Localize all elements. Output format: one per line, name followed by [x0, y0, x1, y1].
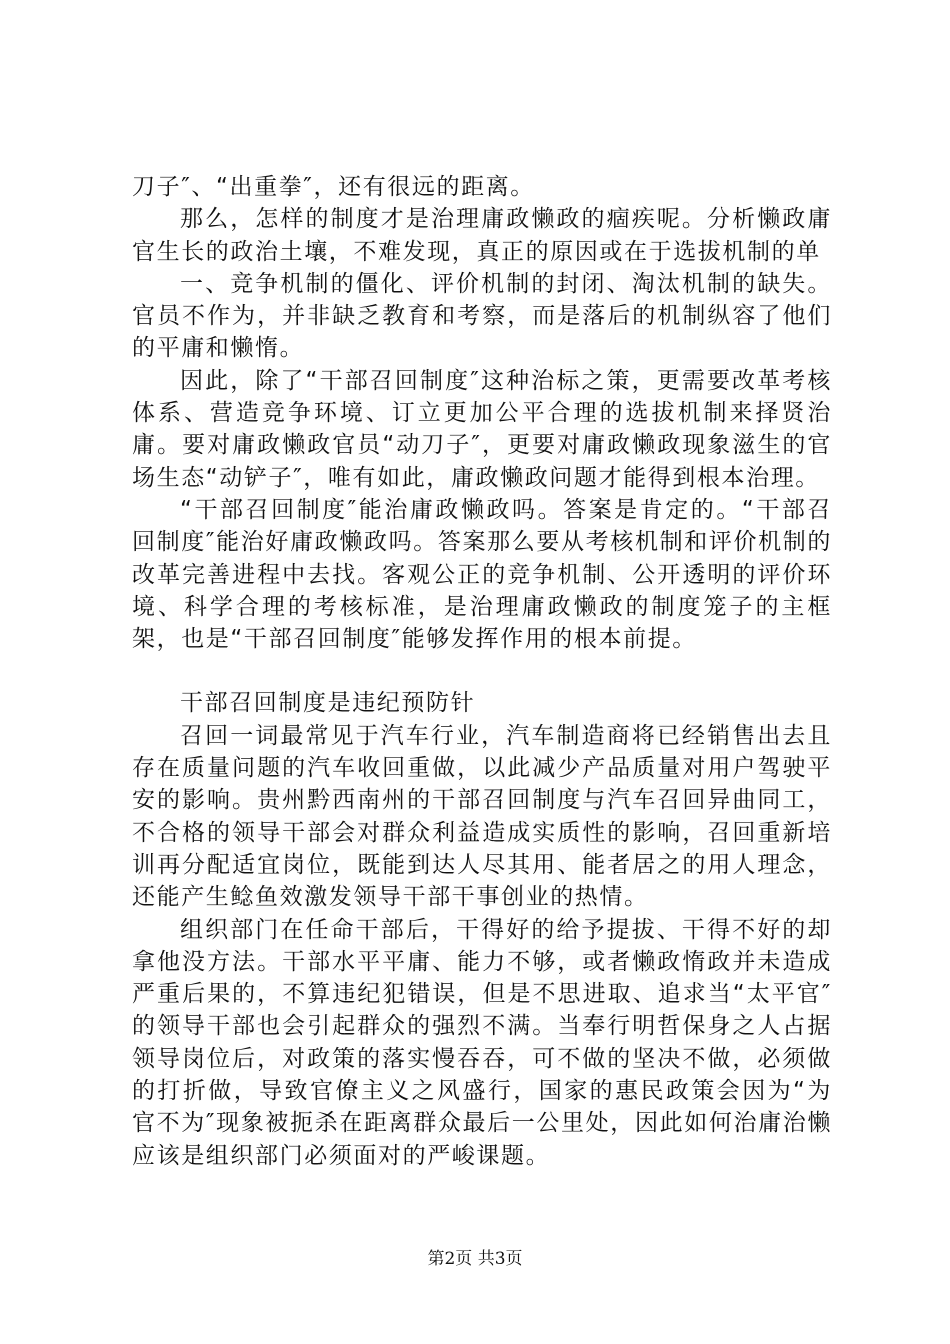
paragraph: 组织部门在任命干部后，干得好的给予提拔、干得不好的却拿他没方法。干部水平平庸、能力不够，或者懒政惰政并未造成严重后果的，不算违纪犯错误，但是不思进取、追求当“太平官″的领导干部也会引起群众的强烈不满。当奉行明哲保身之人占据领导岗位后，对政策的落实慢吞吞，可不做的坚决不做，必须做的打折做，导致官僚主义之风盛行，国家的惠民政策会因为“为官不为″现象被扼杀在距离群众最后一公里处，因此如何治庸治懒应该是组织部门必须面对的严峻课题。: [132, 916, 832, 1169]
document-body: [132, 171, 832, 1172]
paragraph-spacer: [132, 655, 832, 687]
paragraph: 因此，除了“干部召回制度″这种治标之策，更需要改革考核体系、营造竞争环境、订立更加公平合理的选拔机制来择贤治庸。要对庸政懒政官员“动刀子″，更要对庸政懒政现象滋生的官场生态“动铲子″，唯有如此，庸政懒政问题才能得到根本治理。: [132, 367, 832, 491]
page-number-footer: 第2页 共3页: [427, 1249, 523, 1269]
paragraph: “干部召回制度″能治庸政懒政吗。答案是肯定的。“干部召回制度″能治好庸政懒政吗。答案那么要从考核机制和评价机制的改革完善进程中去找。客观公正的竞争机制、公开透明的评价环境、科学合理的考核标准，是治理庸政懒政的制度笼子的主框架，也是“干部召回制度″能够发挥作用的根本前提。: [132, 496, 832, 653]
paragraph-continuation: 刀子″、“出重拳″，还有很远的距离。: [132, 174, 535, 200]
paragraph: 召回一词最常见于汽车行业，汽车制造商将已经销售出去且存在质量问题的汽车收回重做，以此减少产品质量对用户驾驶平安的影响。贵州黔西南州的干部召回制度与汽车召回异曲同工，不合格的领导干部会对群众利益造成实质性的影响，召回重新培训再分配适宜岗位，既能到达人尽其用、能者居之的用人理念，还能产生鲶鱼效激发领导干部干事创业的热情。: [132, 722, 832, 911]
paragraph: 一、竞争机制的僵化、评价机制的封闭、淘汰机制的缺失。官员不作为，并非缺乏教育和考察，而是落后的机制纵容了他们的平庸和懒惰。: [132, 270, 832, 362]
section-title: 干部召回制度是违纪预防针: [180, 690, 476, 717]
paragraph: 那么，怎样的制度才是治理庸政懒政的痼疾呢。分析懒政庸官生长的政治土壤，不难发现，真正的原因或在于选拔机制的单: [132, 206, 832, 265]
